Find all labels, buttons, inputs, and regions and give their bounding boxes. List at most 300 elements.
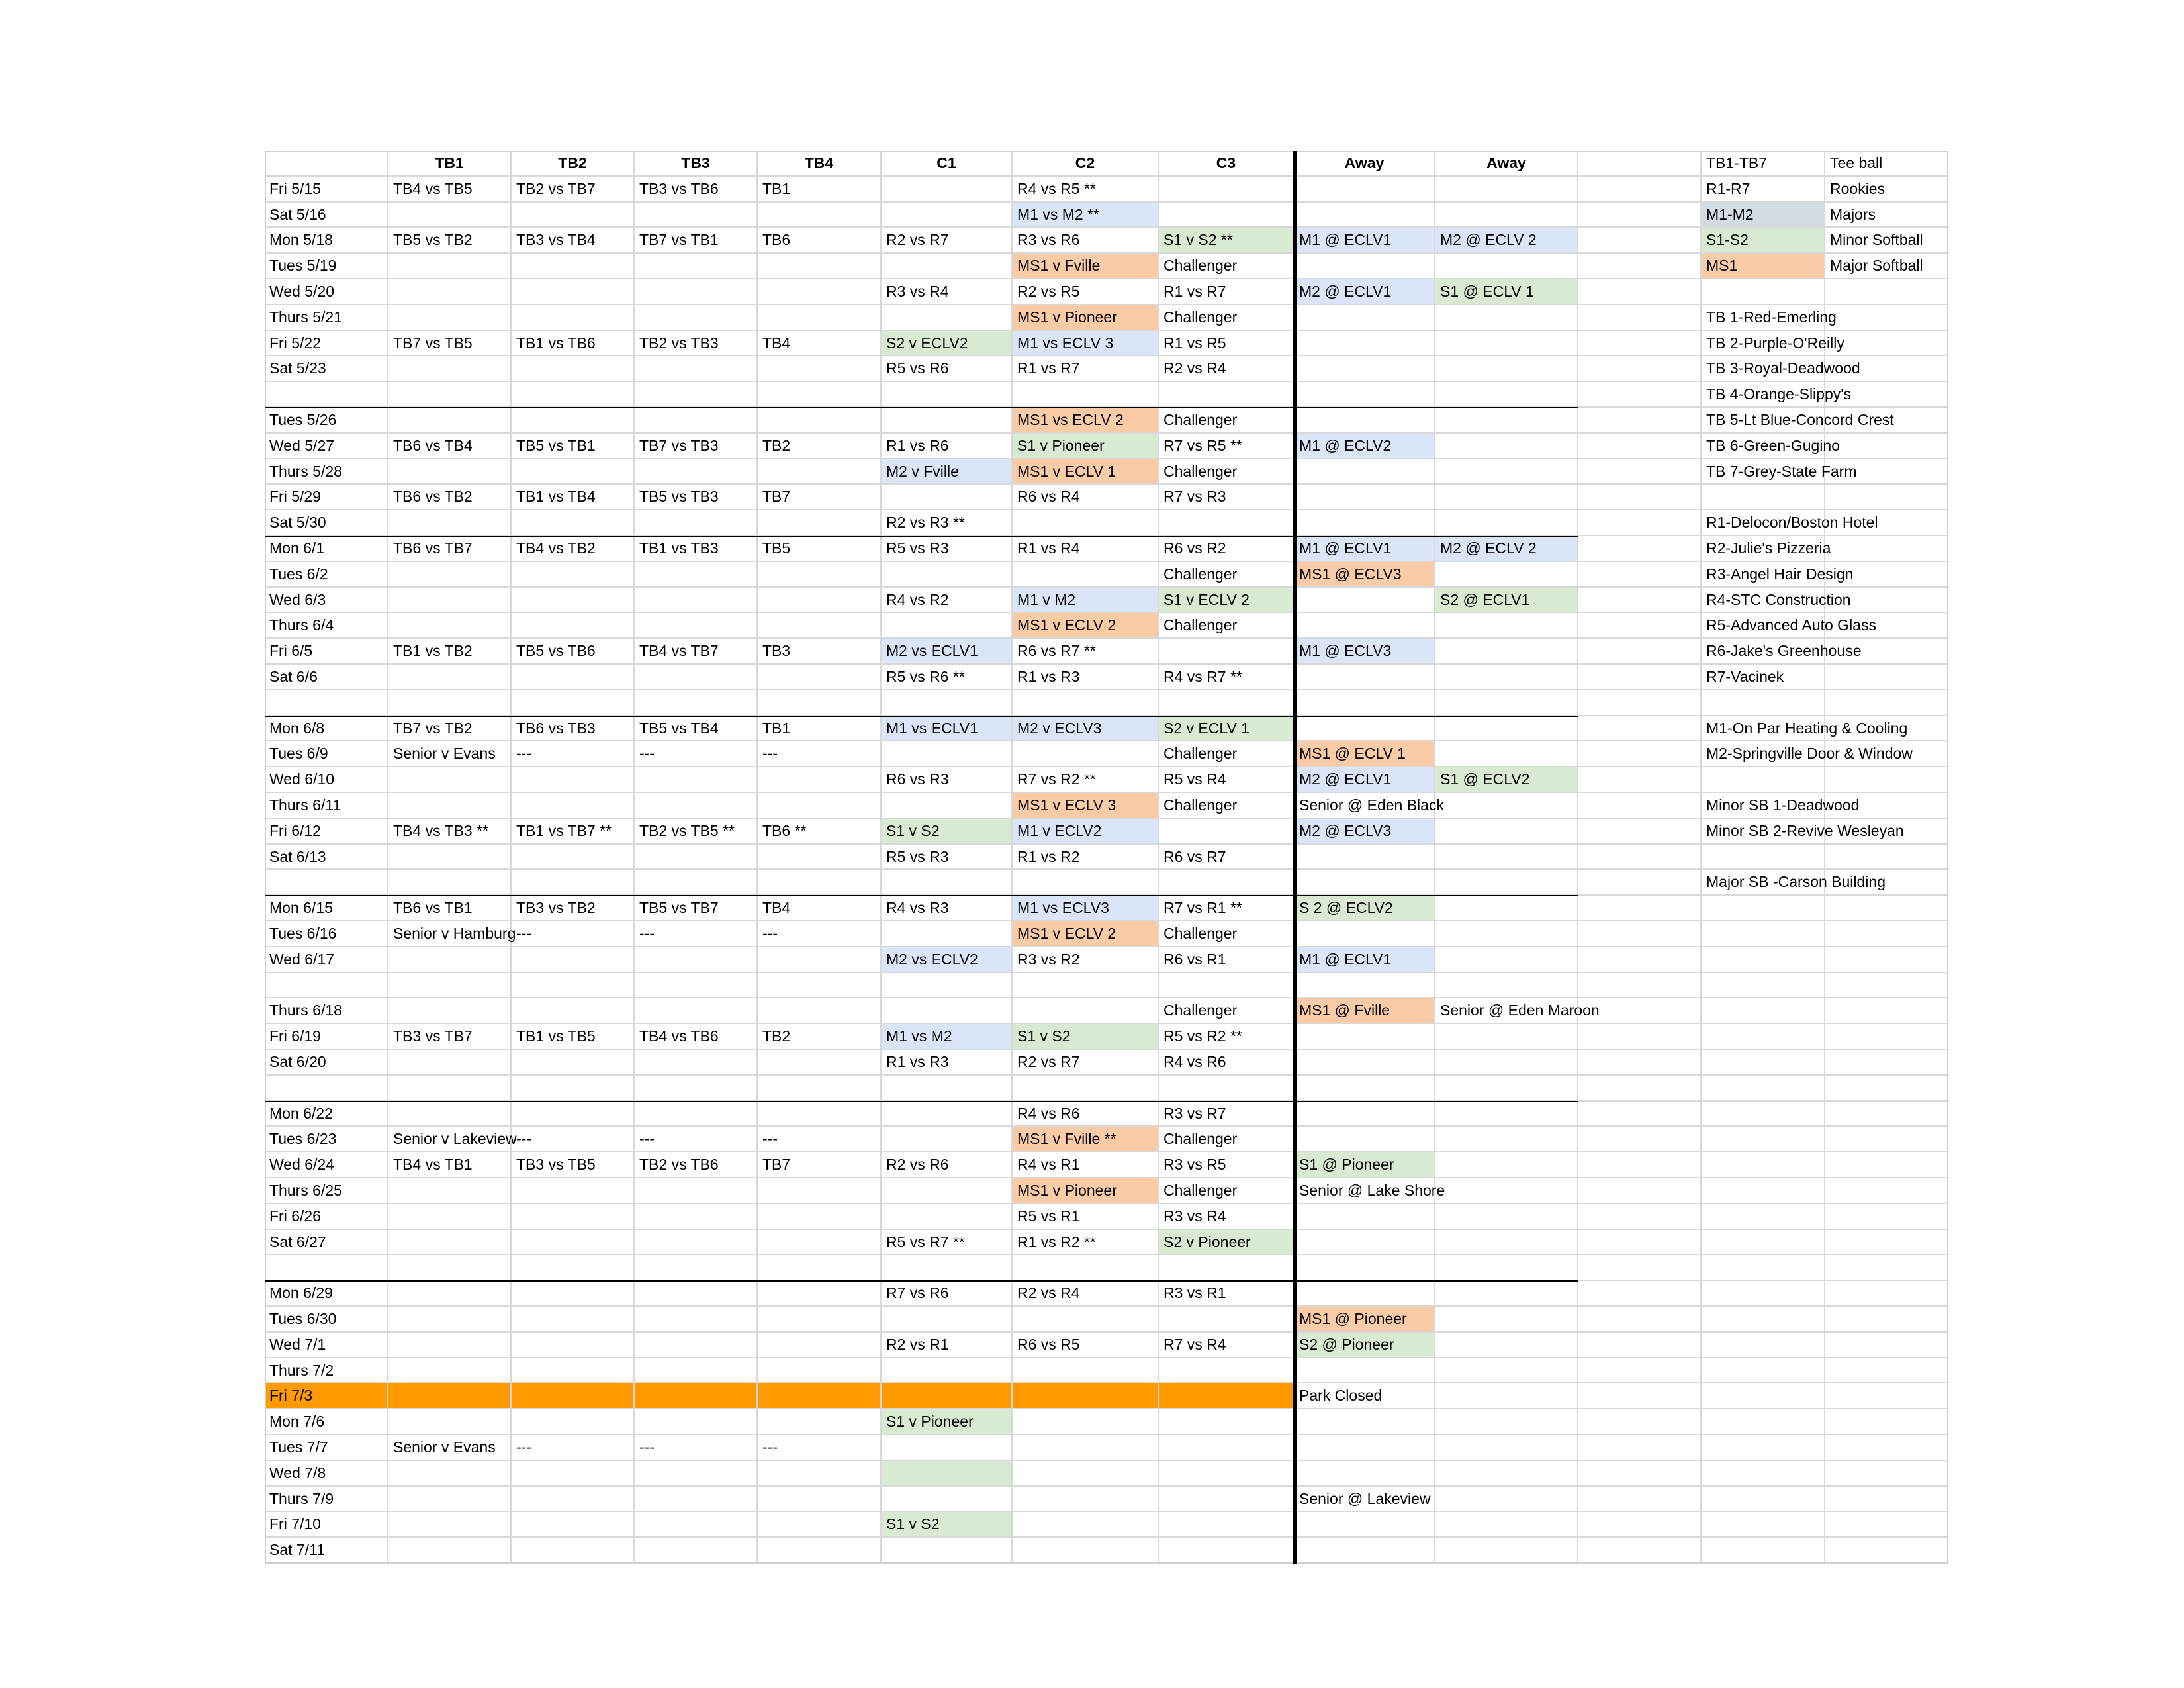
game-cell	[758, 1383, 882, 1409]
game-cell: Challenger	[1159, 254, 1295, 279]
game-cell	[1295, 1512, 1435, 1538]
game-cell: TB4 vs TB7	[635, 639, 758, 665]
game-cell	[512, 1255, 635, 1281]
game-cell	[1578, 690, 1702, 716]
game-cell: TB5 vs TB3	[635, 485, 758, 510]
game-cell: TB7	[758, 1152, 882, 1178]
legend-cell	[1825, 279, 1948, 305]
game-cell: S1 v S2	[882, 819, 1013, 845]
game-cell	[1159, 1358, 1295, 1384]
game-cell	[1013, 510, 1159, 536]
column-header-empty	[1578, 151, 1702, 177]
date-cell: Sat 6/27	[265, 1230, 388, 1256]
game-cell: TB6 vs TB1	[388, 896, 512, 921]
game-cell: ---	[512, 921, 635, 947]
game-cell	[1435, 203, 1578, 228]
legend-cell	[1702, 1076, 1825, 1102]
legend-cell: S1-S2	[1702, 228, 1825, 254]
legend-cell: Rookies	[1825, 177, 1948, 203]
game-cell	[1159, 177, 1295, 203]
game-cell	[635, 279, 758, 305]
game-cell: ---	[758, 921, 882, 947]
game-cell: TB3 vs TB6	[635, 177, 758, 203]
game-cell	[635, 767, 758, 793]
legend-cell	[1825, 1512, 1948, 1538]
game-cell: R3 vs R5	[1159, 1152, 1295, 1178]
week-divider	[265, 895, 1578, 896]
game-cell: MS1 v Pioneer	[1013, 305, 1159, 331]
game-cell	[1578, 434, 1702, 459]
game-cell: R5 vs R6	[882, 356, 1013, 382]
legend-cell: M2-Springville Door & Window	[1702, 741, 1825, 767]
date-cell: Thurs 6/25	[265, 1178, 388, 1204]
game-cell	[1295, 408, 1435, 434]
legend-cell	[1702, 845, 1825, 870]
game-cell: R1 vs R5	[1159, 331, 1295, 357]
game-cell	[1295, 1255, 1435, 1281]
game-cell	[635, 408, 758, 434]
game-cell	[1578, 921, 1702, 947]
date-cell: Fri 7/10	[265, 1512, 388, 1538]
game-cell	[388, 382, 512, 408]
game-cell	[758, 510, 882, 536]
game-cell	[635, 254, 758, 279]
game-cell	[882, 921, 1013, 947]
game-cell	[1435, 793, 1578, 819]
date-cell: Thurs 5/21	[265, 305, 388, 331]
game-cell: TB4	[758, 331, 882, 357]
game-cell	[388, 665, 512, 690]
game-cell	[882, 1255, 1013, 1281]
game-cell	[882, 305, 1013, 331]
game-cell	[758, 1178, 882, 1204]
game-cell	[512, 767, 635, 793]
game-cell	[512, 459, 635, 485]
game-cell	[512, 382, 635, 408]
game-cell	[1435, 382, 1578, 408]
legend-cell	[1825, 1333, 1948, 1358]
game-cell	[758, 1487, 882, 1513]
game-cell	[1013, 1358, 1159, 1384]
game-cell: MS1 v ECLV 1	[1013, 459, 1159, 485]
game-cell	[882, 870, 1013, 896]
game-cell	[758, 665, 882, 690]
game-cell: Challenger	[1159, 305, 1295, 331]
game-cell: ---	[512, 1435, 635, 1461]
legend-cell	[1825, 1461, 1948, 1487]
game-cell	[1435, 485, 1578, 510]
game-cell	[1013, 973, 1159, 999]
game-cell	[1435, 356, 1578, 382]
game-cell: S1 @ Pioneer	[1295, 1152, 1435, 1178]
game-cell: Challenger	[1159, 613, 1295, 639]
game-cell: TB6	[758, 228, 882, 254]
game-cell	[882, 1487, 1013, 1513]
legend-cell	[1702, 1383, 1825, 1409]
game-cell: S2 @ Pioneer	[1295, 1333, 1435, 1358]
date-cell: Sat 5/23	[265, 356, 388, 382]
game-cell	[512, 1409, 635, 1435]
game-cell: TB3 vs TB5	[512, 1152, 635, 1178]
game-cell	[635, 1487, 758, 1513]
game-cell: ---	[635, 921, 758, 947]
game-cell	[512, 1230, 635, 1256]
game-cell: R7 vs R2 **	[1013, 767, 1159, 793]
game-cell: S 2 @ ECLV2	[1295, 896, 1435, 921]
date-cell: Thurs 5/28	[265, 459, 388, 485]
legend-cell	[1702, 1204, 1825, 1230]
game-cell	[512, 254, 635, 279]
game-cell: R2 vs R4	[1159, 356, 1295, 382]
legend-cell	[1825, 1178, 1948, 1204]
game-cell: R1 vs R6	[882, 434, 1013, 459]
game-cell	[512, 588, 635, 614]
game-cell	[1578, 382, 1702, 408]
legend-cell	[1825, 1358, 1948, 1384]
game-cell	[1013, 741, 1159, 767]
game-cell	[388, 845, 512, 870]
column-header-12: Tee ball	[1825, 151, 1948, 177]
legend-cell	[1825, 741, 1948, 767]
game-cell	[1013, 1076, 1159, 1102]
legend-cell	[1825, 331, 1948, 357]
game-cell	[635, 947, 758, 973]
game-cell	[882, 613, 1013, 639]
game-cell	[758, 356, 882, 382]
game-cell	[635, 793, 758, 819]
date-cell: Tues 6/9	[265, 741, 388, 767]
legend-cell: TB 3-Royal-Deadwood	[1702, 356, 1825, 382]
game-cell	[1435, 1435, 1578, 1461]
game-cell	[1295, 382, 1435, 408]
game-cell: TB3 vs TB7	[388, 1024, 512, 1050]
game-cell: Senior v Evans	[388, 741, 512, 767]
game-cell: S1 v S2	[882, 1512, 1013, 1538]
date-cell: Sat 7/11	[265, 1538, 388, 1564]
legend-cell	[1825, 1435, 1948, 1461]
game-cell	[512, 1178, 635, 1204]
game-cell	[635, 203, 758, 228]
game-cell: R3 vs R4	[1159, 1204, 1295, 1230]
game-cell	[758, 1333, 882, 1358]
game-cell	[512, 305, 635, 331]
date-cell: Tues 5/19	[265, 254, 388, 279]
game-cell	[1578, 177, 1702, 203]
game-cell: Senior @ Eden Black	[1295, 793, 1435, 819]
game-cell: M1 vs ECLV 3	[1013, 331, 1159, 357]
legend-cell	[1825, 973, 1948, 999]
game-cell: R6 vs R7 **	[1013, 639, 1159, 665]
game-cell	[1578, 819, 1702, 845]
game-cell	[1295, 1358, 1435, 1384]
legend-cell	[1702, 485, 1825, 510]
date-cell: Fri 6/12	[265, 819, 388, 845]
game-cell	[882, 973, 1013, 999]
date-cell: Tues 7/7	[265, 1435, 388, 1461]
game-cell	[635, 562, 758, 588]
game-cell	[882, 562, 1013, 588]
game-cell: R5 vs R3	[882, 536, 1013, 562]
date-cell: Fri 6/19	[265, 1024, 388, 1050]
game-cell	[1435, 1050, 1578, 1076]
legend-cell	[1702, 1152, 1825, 1178]
game-cell	[1159, 1512, 1295, 1538]
game-cell	[635, 1281, 758, 1307]
game-cell	[1159, 203, 1295, 228]
game-cell: R4 vs R7 **	[1159, 665, 1295, 690]
game-cell	[1159, 382, 1295, 408]
game-cell	[512, 1307, 635, 1333]
game-cell	[1435, 1383, 1578, 1409]
game-cell	[388, 613, 512, 639]
game-cell	[388, 1512, 512, 1538]
game-cell: S2 v Pioneer	[1159, 1230, 1295, 1256]
game-cell	[882, 998, 1013, 1024]
game-cell	[758, 845, 882, 870]
game-cell	[758, 1281, 882, 1307]
game-cell	[882, 1102, 1013, 1127]
legend-cell	[1825, 998, 1948, 1024]
game-cell	[512, 998, 635, 1024]
game-cell	[512, 1333, 635, 1358]
legend-cell	[1825, 1307, 1948, 1333]
game-cell: M2 @ ECLV3	[1295, 819, 1435, 845]
game-cell	[388, 203, 512, 228]
game-cell	[635, 845, 758, 870]
legend-cell: R3-Angel Hair Design	[1702, 562, 1825, 588]
game-cell	[1578, 1358, 1702, 1384]
home-away-divider	[1293, 151, 1297, 1564]
week-divider	[265, 536, 1578, 537]
game-cell: R3 vs R6	[1013, 228, 1159, 254]
game-cell	[1159, 1383, 1295, 1409]
date-cell: Mon 5/18	[265, 228, 388, 254]
game-cell	[388, 1333, 512, 1358]
game-cell: MS1 v Fville **	[1013, 1127, 1159, 1152]
game-cell	[1435, 1333, 1578, 1358]
game-cell	[1159, 639, 1295, 665]
legend-cell	[1825, 690, 1948, 716]
game-cell	[882, 177, 1013, 203]
game-cell: R2 vs R3 **	[882, 510, 1013, 536]
legend-cell	[1702, 1487, 1825, 1513]
legend-cell	[1702, 1024, 1825, 1050]
game-cell	[388, 510, 512, 536]
game-cell	[635, 1204, 758, 1230]
date-cell	[265, 382, 388, 408]
game-cell	[1295, 1281, 1435, 1307]
legend-cell	[1702, 1409, 1825, 1435]
game-cell	[1435, 1487, 1578, 1513]
game-cell	[512, 870, 635, 896]
legend-cell	[1702, 690, 1825, 716]
game-cell: ---	[635, 741, 758, 767]
game-cell	[1295, 1538, 1435, 1564]
legend-cell: Major SB -Carson Building	[1702, 870, 1825, 896]
game-cell: TB1 vs TB4	[512, 485, 635, 510]
game-cell	[1435, 1076, 1578, 1102]
legend-cell	[1825, 947, 1948, 973]
game-cell	[1295, 921, 1435, 947]
legend-cell	[1702, 998, 1825, 1024]
game-cell: MS1 v Pioneer	[1013, 1178, 1159, 1204]
legend-cell	[1702, 896, 1825, 921]
game-cell	[1578, 1512, 1702, 1538]
game-cell	[1159, 1538, 1295, 1564]
game-cell	[1159, 1409, 1295, 1435]
game-cell: Senior @ Eden Maroon	[1435, 998, 1578, 1024]
game-cell	[512, 1204, 635, 1230]
game-cell: Challenger	[1159, 998, 1295, 1024]
date-cell	[265, 870, 388, 896]
date-cell: Wed 6/3	[265, 588, 388, 614]
game-cell	[1159, 1076, 1295, 1102]
legend-cell	[1702, 973, 1825, 999]
game-cell: ---	[635, 1435, 758, 1461]
game-cell	[1578, 741, 1702, 767]
game-cell: TB4 vs TB3 **	[388, 819, 512, 845]
game-cell	[388, 1178, 512, 1204]
game-cell: R6 vs R3	[882, 767, 1013, 793]
game-cell: Senior @ Lake Shore	[1295, 1178, 1435, 1204]
game-cell: M2 v ECLV3	[1013, 716, 1159, 742]
game-cell	[1435, 716, 1578, 742]
game-cell	[1435, 408, 1578, 434]
game-cell	[1578, 279, 1702, 305]
game-cell	[758, 870, 882, 896]
game-cell: M1 @ ECLV1	[1295, 536, 1435, 562]
game-cell	[1295, 254, 1435, 279]
game-cell	[1578, 1383, 1702, 1409]
game-cell: TB5	[758, 536, 882, 562]
game-cell	[882, 1435, 1013, 1461]
game-cell	[1435, 1307, 1578, 1333]
date-cell: Wed 5/27	[265, 434, 388, 459]
game-cell: MS1 v ECLV 3	[1013, 793, 1159, 819]
game-cell	[758, 279, 882, 305]
game-cell	[1013, 1461, 1159, 1487]
date-cell: Tues 6/16	[265, 921, 388, 947]
game-cell	[1435, 254, 1578, 279]
game-cell	[388, 279, 512, 305]
game-cell: S1 v Pioneer	[882, 1409, 1013, 1435]
legend-cell	[1825, 1102, 1948, 1127]
game-cell: S2 @ ECLV1	[1435, 588, 1578, 614]
game-cell: M1 @ ECLV3	[1295, 639, 1435, 665]
game-cell: R2 vs R7	[1013, 1050, 1159, 1076]
game-cell: TB3 vs TB2	[512, 896, 635, 921]
legend-cell	[1825, 536, 1948, 562]
game-cell	[512, 1102, 635, 1127]
legend-cell: R6-Jake's Greenhouse	[1702, 639, 1825, 665]
game-cell	[758, 947, 882, 973]
game-cell	[635, 1512, 758, 1538]
game-cell	[758, 793, 882, 819]
game-cell: ---	[758, 741, 882, 767]
date-cell: Tues 6/30	[265, 1307, 388, 1333]
game-cell	[1295, 870, 1435, 896]
game-cell	[635, 356, 758, 382]
date-cell	[265, 1255, 388, 1281]
legend-cell	[1702, 1358, 1825, 1384]
game-cell	[1295, 305, 1435, 331]
date-cell: Wed 6/24	[265, 1152, 388, 1178]
game-cell	[512, 793, 635, 819]
column-header-11: TB1-TB7	[1702, 151, 1825, 177]
game-cell	[1013, 1383, 1159, 1409]
legend-cell	[1702, 1178, 1825, 1204]
game-cell	[882, 1127, 1013, 1152]
game-cell: TB1 vs TB6	[512, 331, 635, 357]
game-cell	[1295, 1102, 1435, 1127]
game-cell	[758, 1461, 882, 1487]
game-cell	[1435, 896, 1578, 921]
game-cell	[1435, 1281, 1578, 1307]
game-cell	[1013, 998, 1159, 1024]
game-cell: R2 vs R1	[882, 1333, 1013, 1358]
legend-cell	[1825, 408, 1948, 434]
game-cell	[512, 562, 635, 588]
legend-cell	[1702, 1050, 1825, 1076]
game-cell	[388, 1230, 512, 1256]
game-cell	[1295, 973, 1435, 999]
game-cell: ---	[512, 741, 635, 767]
game-cell	[635, 588, 758, 614]
game-cell	[1013, 562, 1159, 588]
game-cell	[1578, 1102, 1702, 1127]
game-cell	[388, 1383, 512, 1409]
game-cell	[1435, 870, 1578, 896]
game-cell	[758, 459, 882, 485]
game-cell	[1578, 793, 1702, 819]
game-cell	[1159, 819, 1295, 845]
game-cell: TB1	[758, 177, 882, 203]
legend-cell	[1825, 485, 1948, 510]
game-cell	[512, 203, 635, 228]
game-cell: Challenger	[1159, 793, 1295, 819]
game-cell: TB5 vs TB6	[512, 639, 635, 665]
game-cell	[1295, 1024, 1435, 1050]
game-cell	[1159, 1307, 1295, 1333]
game-cell	[1013, 1307, 1159, 1333]
game-cell: M2 vs ECLV2	[882, 947, 1013, 973]
game-cell	[1578, 1127, 1702, 1152]
game-cell: Challenger	[1159, 408, 1295, 434]
game-cell: M2 @ ECLV 2	[1435, 536, 1578, 562]
game-cell: Challenger	[1159, 459, 1295, 485]
game-cell	[512, 1358, 635, 1384]
game-cell	[1295, 331, 1435, 357]
game-cell	[758, 1255, 882, 1281]
game-cell	[882, 1204, 1013, 1230]
legend-cell	[1825, 434, 1948, 459]
game-cell	[388, 690, 512, 716]
game-cell	[1435, 305, 1578, 331]
legend-cell: TB 6-Green-Gugino	[1702, 434, 1825, 459]
game-cell: R5 vs R3	[882, 845, 1013, 870]
game-cell: M1 vs M2	[882, 1024, 1013, 1050]
game-cell: S2 v ECLV 1	[1159, 716, 1295, 742]
game-cell: R7 vs R4	[1159, 1333, 1295, 1358]
game-cell	[758, 1050, 882, 1076]
game-cell	[1578, 1178, 1702, 1204]
date-cell: Tues 6/2	[265, 562, 388, 588]
legend-cell: R7-Vacinek	[1702, 665, 1825, 690]
legend-cell	[1702, 1255, 1825, 1281]
legend-cell	[1825, 1538, 1948, 1564]
game-cell	[388, 1102, 512, 1127]
date-cell: Wed 7/8	[265, 1461, 388, 1487]
